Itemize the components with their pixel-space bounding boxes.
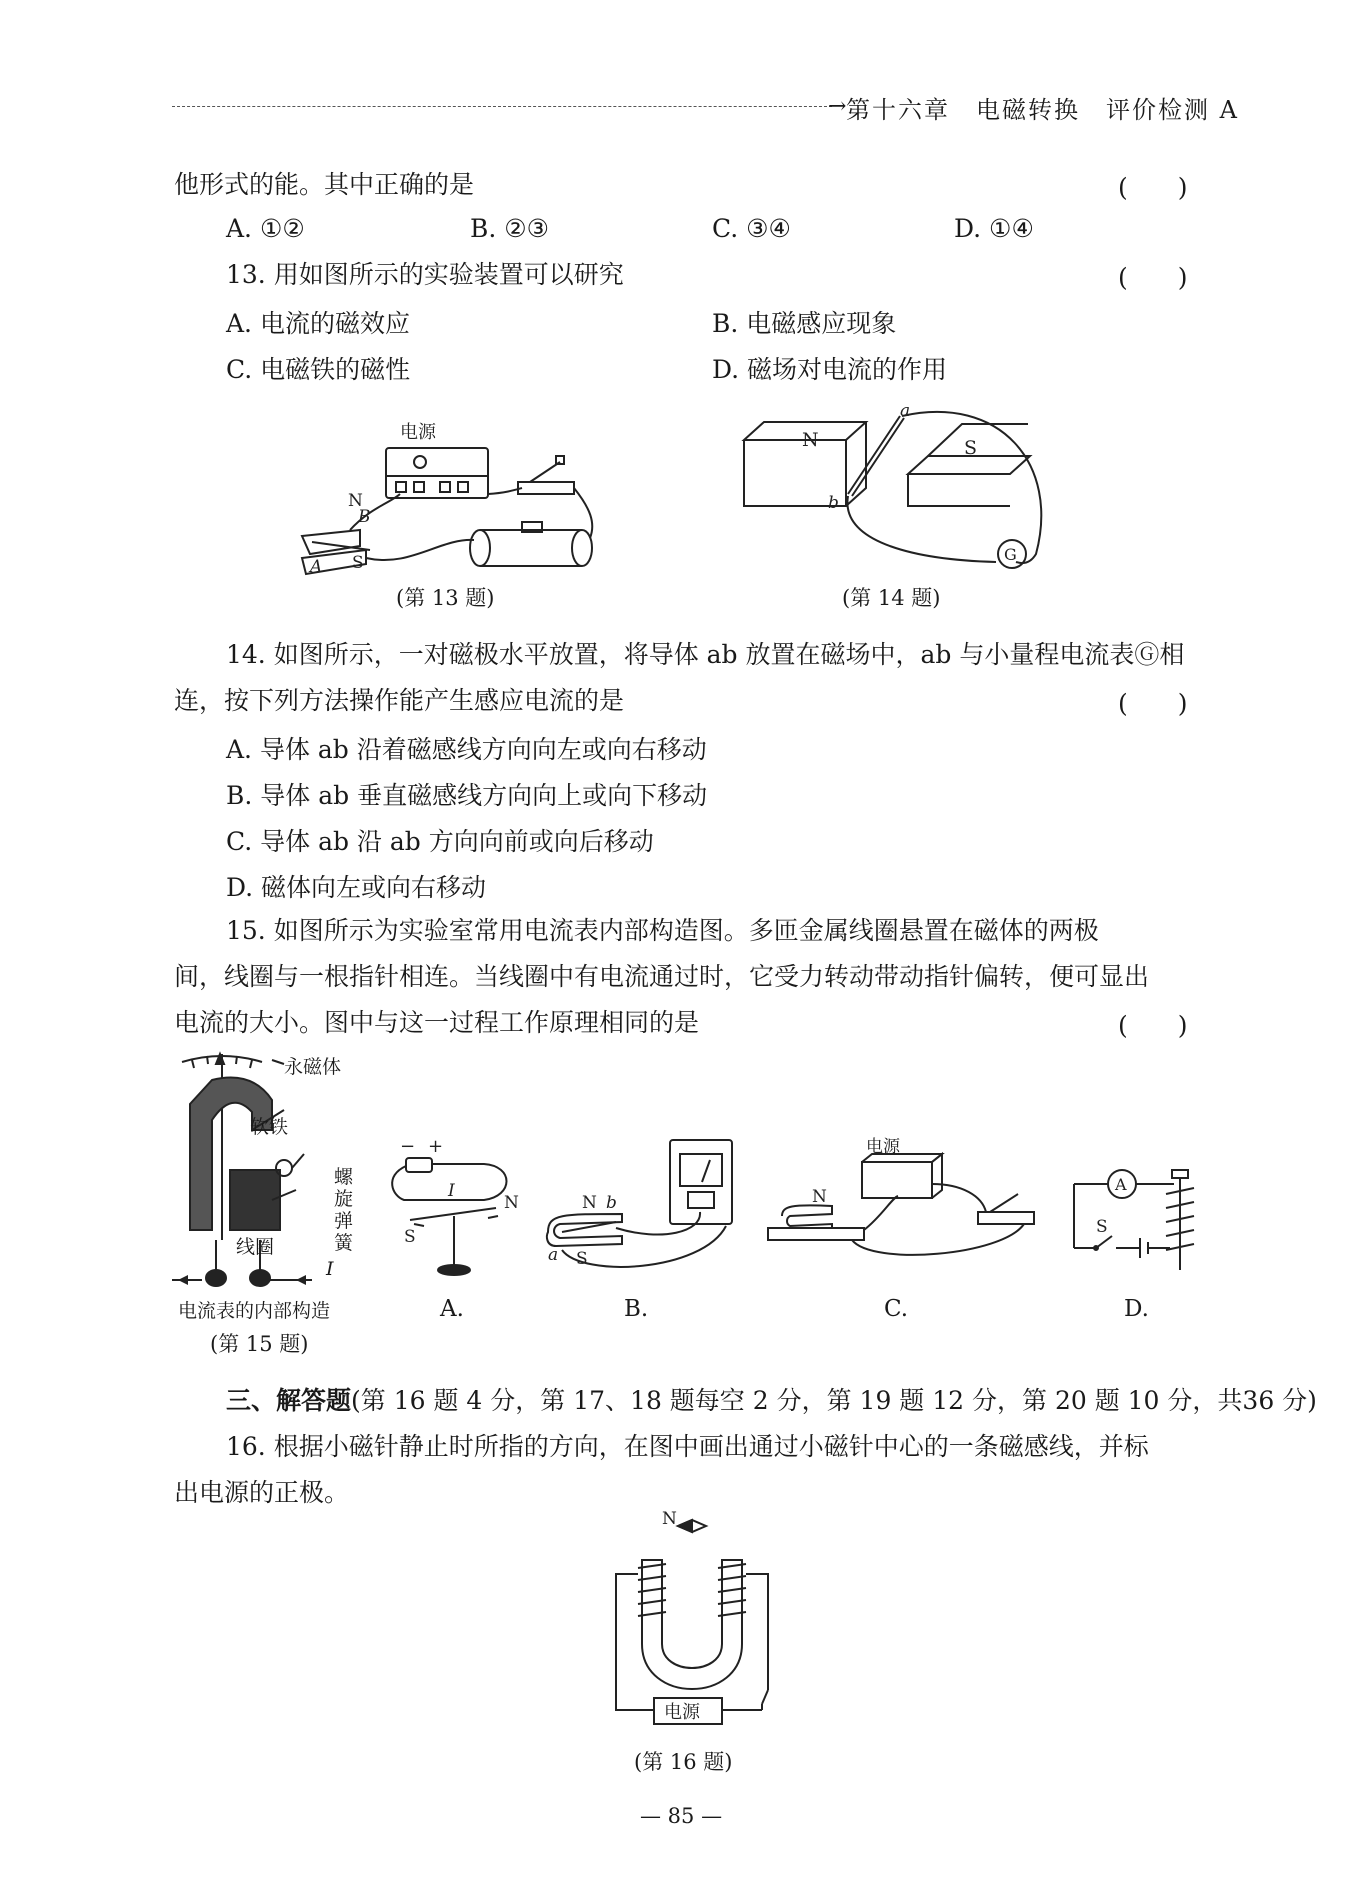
- q15-c-figure: [762, 1136, 1042, 1286]
- q15-caption: (第 15 题): [210, 1332, 309, 1356]
- q16-figure: [612, 1504, 772, 1744]
- q15-a-plus: +: [428, 1136, 444, 1157]
- q15-label-spring-4: 簧: [334, 1232, 354, 1254]
- q16-caption: (第 16 题): [634, 1750, 733, 1774]
- q15-option-b-label: B.: [624, 1296, 649, 1322]
- q15-label-spring-2: 旋: [334, 1188, 354, 1210]
- q15-stem-line1: 15. 如图所示为实验室常用电流表内部构造图。多匝金属线圈悬置在磁体的两极: [226, 916, 1099, 945]
- q15-option-d-label: D.: [1124, 1296, 1149, 1322]
- q14-option-b: B. 导体 ab 垂直磁感线方向向上或向下移动: [226, 781, 708, 810]
- q14-stem-line1: 14. 如图所示，一对磁极水平放置，将导体 ab 放置在磁场中，ab 与小量程电流表Ⓖ相: [226, 640, 1185, 669]
- q15-stem-line2: 间，线圈与一根指针相连。当线圈中有电流通过时，它受力转动带动指针偏转，便可显出: [174, 962, 1150, 991]
- q14-label-b: b: [828, 493, 839, 513]
- q13-answer-paren: ( ): [1118, 263, 1188, 292]
- q13-caption: (第 13 题): [396, 586, 495, 610]
- section3-scoring-note: (第 16 题 4 分，第 17、18 题每空 2 分，第 19 题 12 分，第 20 题 10 分，共36 分): [351, 1386, 1317, 1415]
- q14-label-n: N: [802, 429, 819, 451]
- q15-label-spring-3: 弹: [334, 1210, 354, 1232]
- q15-c-n: N: [812, 1187, 827, 1207]
- q15-label-spring-1: 螺: [334, 1166, 354, 1188]
- header-title: 第十六章 电磁转换 评价检测 A: [846, 96, 1239, 124]
- q13-label-b: B: [358, 507, 371, 527]
- q12-option-b: B. ②③: [470, 214, 550, 243]
- q15-option-c-label: C.: [884, 1296, 909, 1322]
- q13-option-d: D. 磁场对电流的作用: [712, 355, 948, 384]
- q16-stem-line2: 出电源的正极。: [174, 1478, 350, 1507]
- q12-answer-paren: ( ): [1118, 173, 1188, 202]
- q13-label-s: S: [352, 553, 364, 573]
- q15-a-n: N: [504, 1193, 519, 1213]
- q14-stem-line2: 连，按下列方法操作能产生感应电流的是: [174, 686, 625, 715]
- q12-option-d: D. ①④: [954, 214, 1034, 243]
- q13-option-b: B. 电磁感应现象: [712, 309, 897, 338]
- q14-caption: (第 14 题): [842, 586, 941, 610]
- q15-d-ammeter: A: [1115, 1175, 1127, 1194]
- q13-option-a: A. 电流的磁效应: [226, 309, 410, 338]
- q15-label-coil: 线圈: [236, 1236, 275, 1258]
- q15-b-a: a: [548, 1245, 559, 1265]
- q15-stem-line3: 电流的大小。图中与这一过程工作原理相同的是: [174, 1008, 700, 1037]
- q15-answer-paren: ( ): [1118, 1011, 1188, 1040]
- q14-label-s: S: [964, 437, 978, 459]
- q15-label-permanent-magnet: 永磁体: [284, 1056, 342, 1078]
- q13-power-label: 电源: [400, 422, 436, 443]
- q13-label-n: N: [348, 491, 363, 511]
- section3-title: 三、解答题: [226, 1386, 352, 1415]
- q15-b-n: N: [582, 1193, 597, 1213]
- q13-stem: 13. 用如图所示的实验装置可以研究: [226, 260, 624, 289]
- q13-figure: [290, 418, 630, 578]
- q12-continuation: 他形式的能。其中正确的是: [174, 170, 475, 199]
- q16-label-n: N: [662, 1509, 677, 1529]
- q15-a-current: I: [448, 1181, 455, 1201]
- q15-label-spring: [334, 1166, 356, 1254]
- header-rule: [172, 106, 832, 107]
- q12-option-a: A. ①②: [226, 214, 305, 243]
- q15-option-a-label: A.: [440, 1296, 464, 1322]
- page-number: — 85 —: [640, 1804, 723, 1828]
- header-arrow-icon: →: [828, 94, 847, 119]
- q15-a-minus: −: [400, 1136, 416, 1157]
- q15-label-current: I: [326, 1258, 334, 1280]
- section3-heading: [226, 1384, 1317, 1418]
- q15-b-b: b: [606, 1193, 617, 1213]
- q15-label-soft-iron: 软铁: [250, 1116, 289, 1138]
- q14-figure: [740, 404, 1060, 580]
- q14-label-a: a: [900, 404, 911, 421]
- q16-stem-line1: 16. 根据小磁针静止时所指的方向，在图中画出通过小磁针中心的一条磁感线，并标: [226, 1432, 1149, 1461]
- q15-meter-caption: 电流表的内部构造: [178, 1300, 331, 1322]
- q15-b-figure: [542, 1132, 742, 1282]
- q14-option-c: C. 导体 ab 沿 ab 方向向前或向后移动: [226, 827, 654, 856]
- q12-option-c: C. ③④: [712, 214, 791, 243]
- q15-a-s: S: [404, 1227, 416, 1247]
- q15-a-figure: [384, 1136, 524, 1286]
- q15-b-s: S: [576, 1249, 588, 1269]
- q14-option-a: A. 导体 ab 沿着磁感线方向向左或向右移动: [226, 735, 707, 764]
- q14-answer-paren: ( ): [1118, 689, 1188, 718]
- q14-galvanometer-label: G: [1004, 545, 1017, 564]
- q16-power-label: 电源: [664, 1702, 700, 1723]
- q13-option-c: C. 电磁铁的磁性: [226, 355, 411, 384]
- q15-c-power: 电源: [866, 1137, 900, 1157]
- q13-label-a: A: [310, 557, 323, 577]
- q15-d-figure: [1070, 1160, 1210, 1280]
- q14-option-d: D. 磁体向左或向右移动: [226, 873, 487, 902]
- q15-d-switch: S: [1096, 1217, 1108, 1237]
